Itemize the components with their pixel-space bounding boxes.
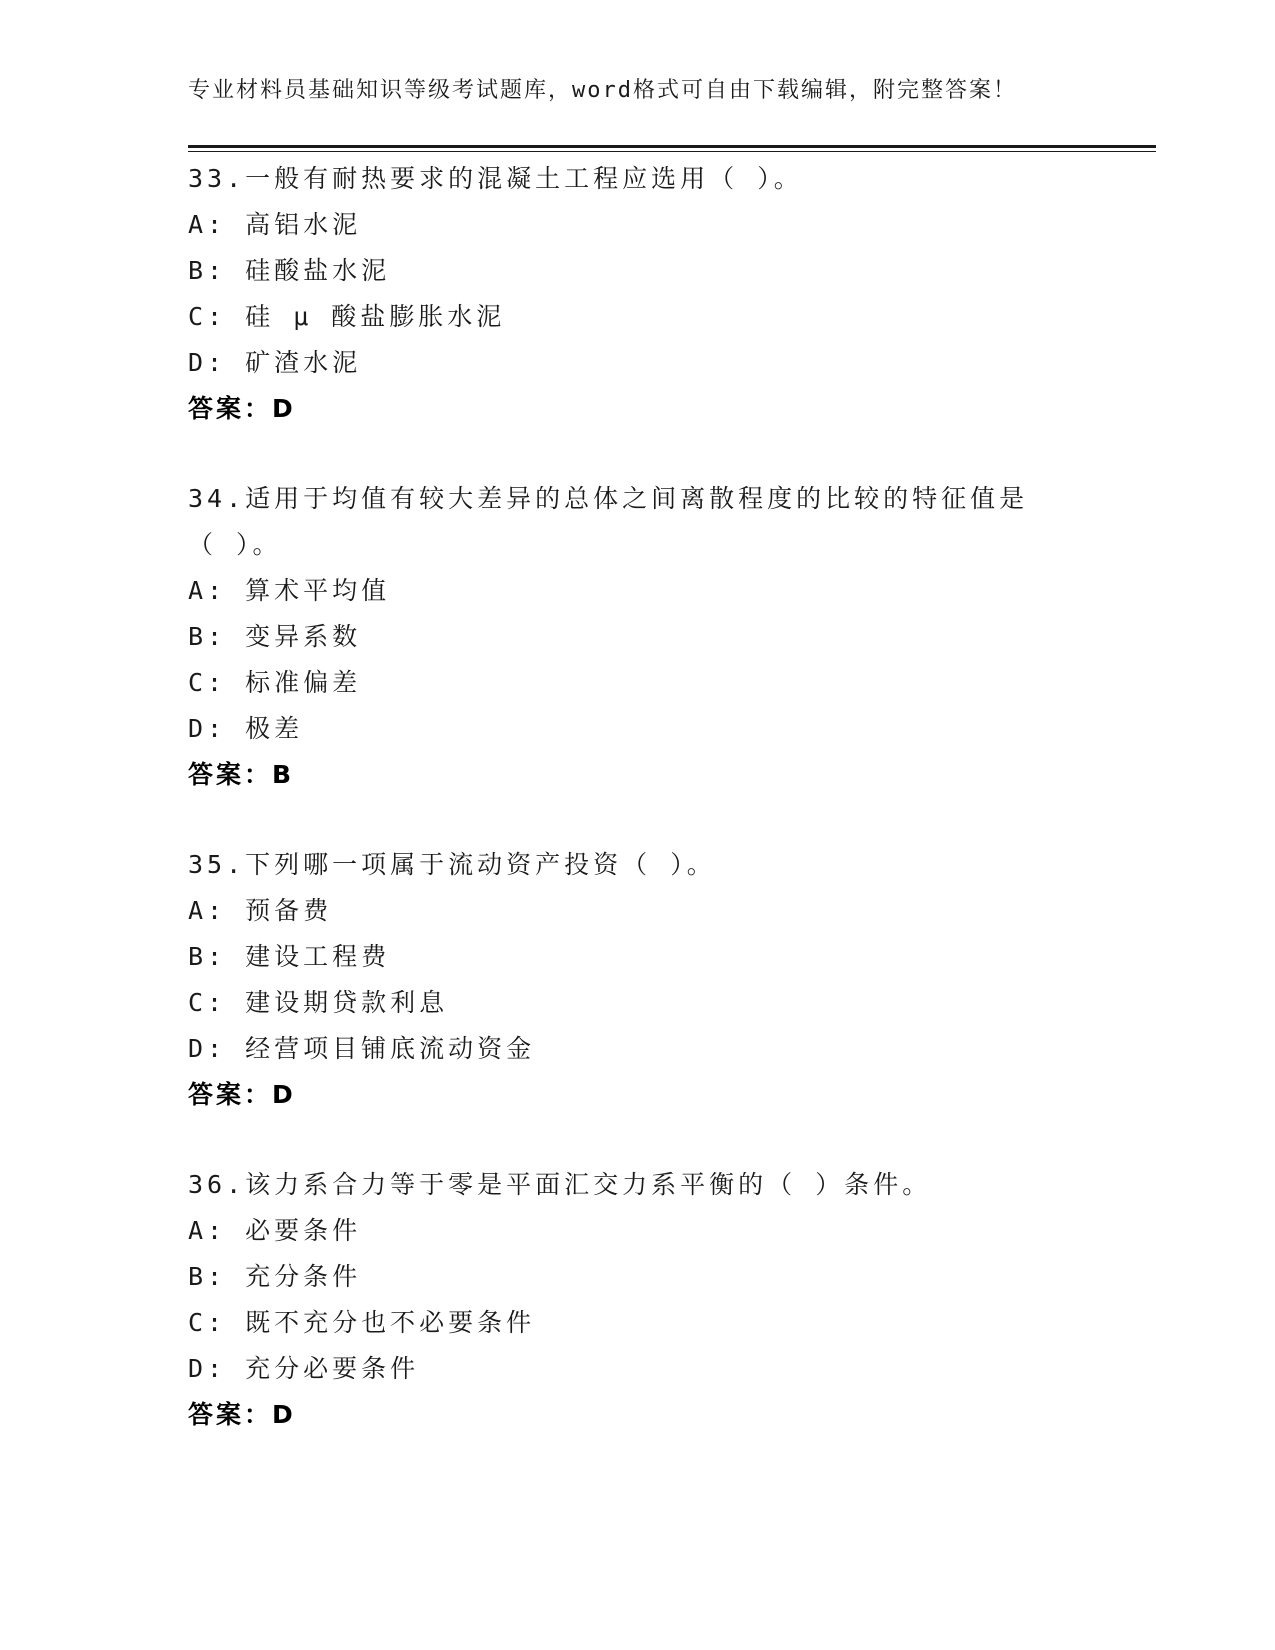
option-b: B: 建设工程费 (188, 942, 391, 971)
option-a: A: 高铝水泥 (188, 210, 362, 239)
question-33 (188, 156, 1088, 432)
answer: 答案：B (188, 760, 295, 789)
option-c: C: 建设期贷款利息 (188, 988, 449, 1017)
option-d: D: 经营项目铺底流动资金 (188, 1034, 536, 1063)
option-d: D: 矿渣水泥 (188, 348, 362, 377)
question-34 (188, 476, 1088, 798)
option-a: A: 算术平均值 (188, 576, 391, 605)
page-header: 专业材料员基础知识等级考试题库，word格式可自由下载编辑，附完整答案！ (188, 78, 1017, 103)
header-rule-thin (188, 151, 1156, 152)
option-c: C: 标准偏差 (188, 668, 362, 697)
option-b: B: 硅酸盐水泥 (188, 256, 391, 285)
option-b: B: 充分条件 (188, 1262, 362, 1291)
option-c: C: 硅 μ 酸盐膨胀水泥 (188, 302, 506, 331)
option-b: B: 变异系数 (188, 622, 362, 651)
question-36 (188, 1162, 1088, 1438)
answer: 答案：D (188, 394, 296, 423)
option-a: A: 预备费 (188, 896, 333, 925)
option-d: D: 充分必要条件 (188, 1354, 420, 1383)
header-rule-thick (188, 145, 1156, 148)
answer: 答案：D (188, 1400, 296, 1429)
question-stem: 35.下列哪一项属于流动资产投资（ ）。 (188, 850, 716, 879)
option-c: C: 既不充分也不必要条件 (188, 1308, 536, 1337)
question-stem: 34.适用于均值有较大差异的总体之间离散程度的比较的特征值是（ ）。 (188, 484, 1029, 559)
question-35 (188, 842, 1088, 1118)
answer: 答案：D (188, 1080, 296, 1109)
question-list (188, 156, 1088, 1482)
option-a: A: 必要条件 (188, 1216, 362, 1245)
question-stem: 33.一般有耐热要求的混凝土工程应选用（ ）。 (188, 164, 803, 193)
option-d: D: 极差 (188, 714, 304, 743)
question-stem: 36.该力系合力等于零是平面汇交力系平衡的（ ）条件。 (188, 1170, 932, 1199)
